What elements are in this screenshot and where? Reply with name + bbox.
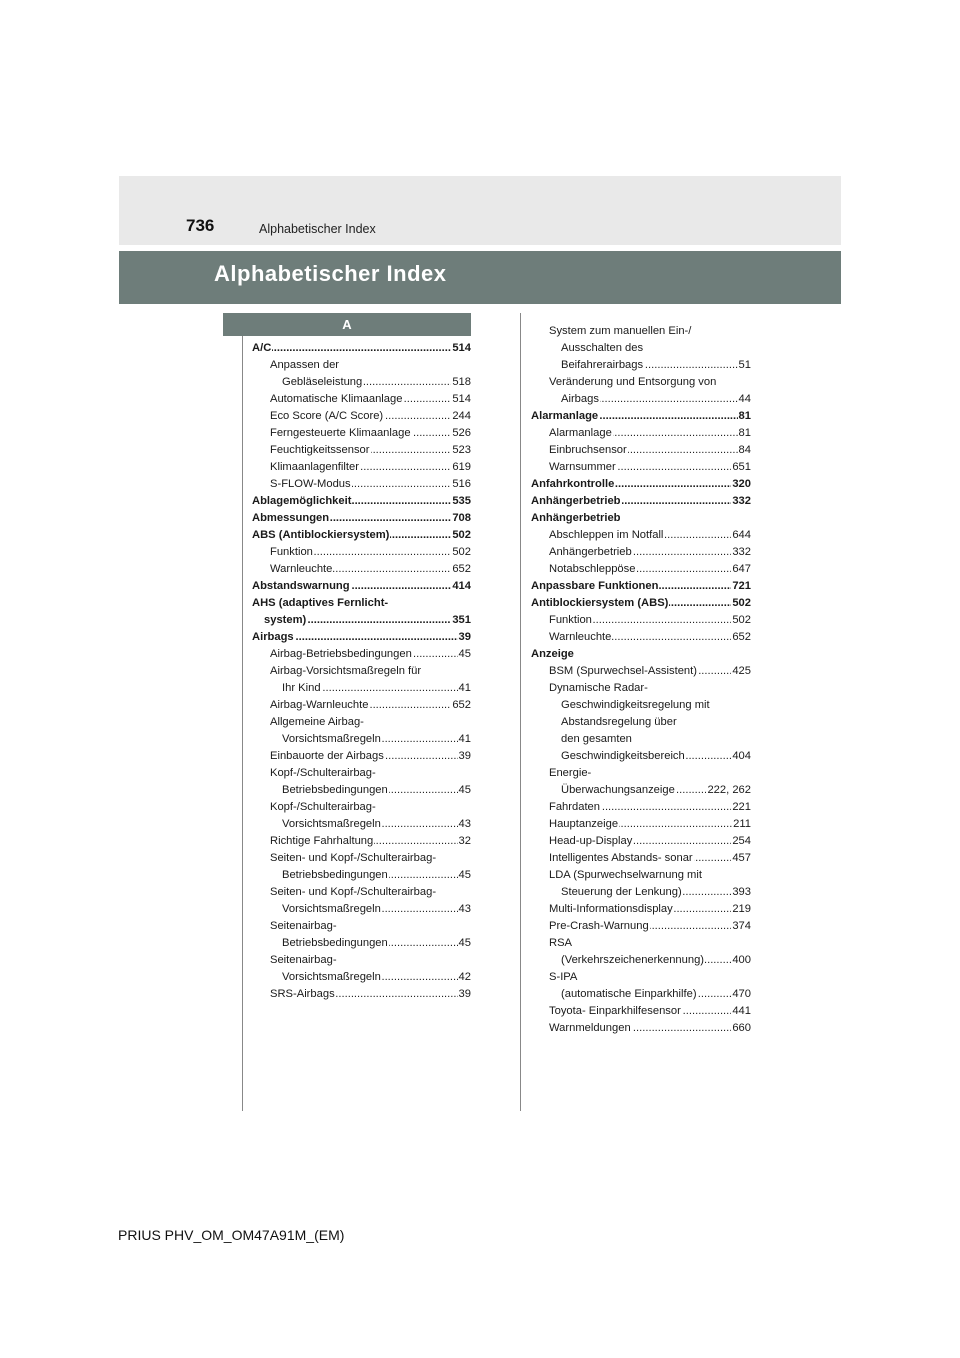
column-divider-left [242,336,243,1111]
index-entry-page: 708 [451,510,471,527]
index-entry-term: Geschwindigkeitsregelung mit [561,699,710,711]
index-entry-page: 351 [451,612,471,629]
index-entry-page: 425 [731,663,751,680]
page-title: Alphabetischer Index [214,261,447,286]
index-entry-line [252,493,471,510]
index-entry-term: Head-up-Display [549,835,633,847]
index-entry-line [282,969,471,986]
index-entry-line [282,816,471,833]
index-entry-page: 221 [731,799,751,816]
index-entry-term: Anhängerbetrieb [531,512,621,524]
index-entry-line [270,833,471,850]
index-entry-page: 81 [738,425,751,442]
index-entry-line [270,663,471,680]
index-entry-line [252,629,471,646]
index-entry-term: Veränderung und Entsorgung von [549,376,717,388]
index-entry-line [270,561,471,578]
index-entry-page: 244 [451,408,471,425]
index-entry-term: Vorsichtsmaßregeln [282,818,381,830]
index-entry-term: Eco Score (A/C Score) [270,410,384,422]
index-entry-line [561,748,751,765]
index-entry-term: Betriebsbedingungen [282,937,388,949]
index-entry-page: 652 [451,561,471,578]
index-entry-page: 39 [458,629,471,646]
index-entry-term: A/C [252,342,272,354]
index-entry-page: 652 [451,697,471,714]
index-entry-term: Seiten- und Kopf-/Schulterairbag- [270,852,437,864]
index-entry-line [549,663,751,680]
index-entry-term: Toyota- Einparkhilfesensor [549,1005,681,1017]
index-entry-line [561,357,751,374]
index-entry-term: Abschleppen im Notfall [549,529,664,541]
index-entry-term: Airbag-Betriebsbedingungen [270,648,412,660]
index-entry-page: 45 [458,782,471,799]
index-entry-term: Airbags [252,631,294,643]
index-entry-page: 219 [731,901,751,918]
index-entry-line [270,391,471,408]
index-entry-page: 404 [731,748,751,765]
index-entry-line [252,340,471,357]
index-entry-page: 39 [458,748,471,765]
index-entry-term: Seitenairbag- [270,954,337,966]
index-entry-term: Abstandsregelung über [561,716,677,728]
index-entry-line [549,680,751,697]
index-entry-line [531,510,751,527]
index-entry-page: 320 [731,476,751,493]
index-entry-term: Fahrdaten [549,801,600,813]
index-entry-line [270,357,471,374]
index-entry-term: Airbag-Vorsichtsmaßregeln für [270,665,422,677]
index-entry-term: Airbag-Warnleuchte [270,699,369,711]
index-entry-term: Feuchtigkeitssensor [270,444,370,456]
index-entry-line [549,918,751,935]
index-entry-term: (Verkehrszeichenerkennung) [561,954,705,966]
index-entry-line [282,901,471,918]
index-entry-line [270,442,471,459]
index-entry-line [549,544,751,561]
index-entry-page: 652 [731,629,751,646]
index-entry-line [549,850,751,867]
index-entry-page: 441 [731,1003,751,1020]
index-entry-term: Hauptanzeige [549,818,619,830]
index-entry-term: Funktion [549,614,592,626]
index-entry-line [270,765,471,782]
index-entry-term: Dynamische Radar- [549,682,648,694]
index-entry-line [549,612,751,629]
index-entry-line [549,1020,751,1037]
index-entry-term: Betriebsbedingungen [282,784,388,796]
index-entry-line [270,697,471,714]
index-entry-page: 470 [731,986,751,1003]
index-entry-line [282,731,471,748]
index-entry-page: 514 [451,340,471,357]
index-entry-line [561,391,751,408]
index-entry-term: Alarmanlage [531,410,599,422]
index-entry-page: 254 [731,833,751,850]
index-entry-line [270,748,471,765]
title-band [119,251,841,304]
index-entry-term: Ihr Kind [282,682,321,694]
index-entry-line [531,595,751,612]
index-entry-page: 42 [458,969,471,986]
index-entry-term: Alarmanlage [549,427,612,439]
index-entry-line [270,986,471,1003]
index-entry-line [549,935,751,952]
index-entry-term: (automatische Einparkhilfe) [561,988,697,1000]
index-entry-line [549,459,751,476]
index-entry-page: 518 [451,374,471,391]
index-entry-term: system) [264,614,307,626]
index-entry-term: Pre-Crash-Warnung [549,920,649,932]
index-entry-term: AHS (adaptives Fernlicht- [252,597,389,609]
index-entry-line [549,969,751,986]
index-entry-line [282,374,471,391]
index-entry-term: Beifahrerairbags [561,359,644,371]
index-entry-term: Überwachungsanzeige [561,784,675,796]
footer-doc-code: PRIUS PHV_OM_OM47A91M_(EM) [118,1227,345,1243]
index-entry-term: Ferngesteuerte Klimaanlage [270,427,411,439]
index-entry-term: Geschwindigkeitsbereich [561,750,685,762]
index-entry-line [549,799,751,816]
index-entry-line [252,527,471,544]
index-entry-term: S-IPA [549,971,578,983]
index-entry-line [561,884,751,901]
index-entry-line [561,714,751,731]
index-entry-page: 39 [458,986,471,1003]
index-entry-line [549,629,751,646]
index-entry-term: Intelligentes Abstands- sonar [549,852,693,864]
index-entry-line [270,884,471,901]
index-entry-term: Airbags [561,393,599,405]
index-entry-page: 32 [458,833,471,850]
index-entry-term: Anpassen der [270,359,340,371]
index-entry-line [270,799,471,816]
index-entry-term: SRS-Airbags [270,988,335,1000]
index-entry-line [270,544,471,561]
index-entry-term: Vorsichtsmaßregeln [282,903,381,915]
index-entry-line [252,510,471,527]
index-entry-page: 502 [731,595,751,612]
index-entry-line [561,340,751,357]
index-entry-line [282,680,471,697]
index-entry-term: Abstandswarnung [252,580,350,592]
index-entry-term: Kopf-/Schulterairbag- [270,767,376,779]
index-entry-page: 651 [731,459,751,476]
index-entry-page: 414 [451,578,471,595]
index-entry-line [549,833,751,850]
index-entry-term: ABS (Antiblockiersystem) [252,529,390,541]
index-entry-line [561,731,751,748]
index-entry-term: Multi-Informationsdisplay [549,903,673,915]
index-entry-term: S-FLOW-Modus [270,478,351,490]
index-entry-term: Anhängerbetrieb [549,546,632,558]
index-entry-term: Anpassbare Funktionen [531,580,659,592]
index-entry-line [282,782,471,799]
index-entry-term: Anhängerbetrieb [531,495,621,507]
index-entry-line [561,697,751,714]
index-entry-line [264,612,471,629]
column-divider-middle [520,313,521,1111]
index-entry-page: 502 [451,544,471,561]
index-entry-line [270,952,471,969]
index-entry-line [549,765,751,782]
index-entry-line [270,850,471,867]
index-entry-line [531,646,751,663]
index-entry-page: 523 [451,442,471,459]
index-entry-line [549,561,751,578]
index-entry-page: 502 [731,612,751,629]
index-entry-term: Warnmeldungen [549,1022,631,1034]
index-entry-term: Kopf-/Schulterairbag- [270,801,376,813]
index-entry-line [549,867,751,884]
index-entry-line [282,867,471,884]
index-entry-page: 535 [451,493,471,510]
index-entry-line [549,442,751,459]
index-entry-term: Energie- [549,767,592,779]
index-entry-page: 374 [731,918,751,935]
index-entry-line [549,901,751,918]
index-entry-term: BSM (Spurwechsel-Assistent) [549,665,697,677]
index-entry-term: LDA (Spurwechselwarnung mit [549,869,702,881]
index-entry-page: 43 [458,816,471,833]
index-entry-line [270,425,471,442]
index-entry-page: 644 [731,527,751,544]
header-band [119,176,841,245]
index-entry-term: Seiten- und Kopf-/Schulterairbag- [270,886,437,898]
index-entry-line [549,374,751,391]
index-entry-line [270,646,471,663]
index-entry-line [270,476,471,493]
index-entry-page: 332 [731,493,751,510]
index-entry-line [282,935,471,952]
index-entry-page: 393 [731,884,751,901]
index-entry-page: 81 [738,408,751,425]
index-entry-page: 514 [451,391,471,408]
index-entry-page: 43 [458,901,471,918]
index-entry-line [561,782,751,799]
header-section-title: Alphabetischer Index [259,222,376,236]
index-column-right [531,323,751,1037]
index-entry-line [252,578,471,595]
index-entry-term: RSA [549,937,573,949]
index-entry-page: 660 [731,1020,751,1037]
index-entry-term: Warnleuchte [270,563,333,575]
index-entry-term: Seitenairbag- [270,920,337,932]
index-entry-term: Ausschalten des [561,342,644,354]
index-entry-page: 647 [731,561,751,578]
index-entry-page: 45 [458,867,471,884]
index-entry-term: Vorsichtsmaßregeln [282,971,381,983]
index-entry-page: 457 [731,850,751,867]
index-entry-term: den gesamten [561,733,632,745]
index-entry-line [549,425,751,442]
index-entry-term: Allgemeine Airbag- [270,716,364,728]
index-entry-page: 51 [738,357,751,374]
index-entry-page: 502 [451,527,471,544]
index-entry-page: 44 [738,391,751,408]
index-entry-page: 400 [731,952,751,969]
index-entry-term: Einbauorte der Airbags [270,750,384,762]
index-entry-term: Anzeige [531,648,574,660]
index-entry-term: Warnleuchte [549,631,612,643]
index-entry-term: System zum manuellen Ein-/ [549,325,692,337]
index-entry-term: Ablagemöglichkeit [252,495,352,507]
index-column-left [252,340,471,1003]
index-entry-term: Einbruchsensor [549,444,627,456]
index-entry-term: Anfahrkontrolle [531,478,615,490]
index-entry-line [270,408,471,425]
index-entry-page: 45 [458,646,471,663]
index-entry-line [270,918,471,935]
page-number: 736 [186,216,215,235]
index-entry-page: 45 [458,935,471,952]
index-entry-page: 41 [458,731,471,748]
index-entry-term: Steuerung der Lenkung) [561,886,682,898]
index-entry-line [549,816,751,833]
index-entry-term: Automatische Klimaanlage [270,393,403,405]
index-entry-page: 222, 262 [706,782,751,799]
index-entry-term: Notabschleppöse [549,563,636,575]
index-entry-page: 332 [731,544,751,561]
index-entry-term: Funktion [270,546,313,558]
index-entry-line [561,952,751,969]
index-entry-page: 516 [451,476,471,493]
index-entry-line [531,408,751,425]
index-entry-line [531,476,751,493]
index-letter-heading: A [223,313,471,336]
index-entry-term: Warnsummer [549,461,616,473]
index-entry-line [549,323,751,340]
index-entry-term: Klimaanlagenfilter [270,461,359,473]
index-entry-line [531,493,751,510]
index-entry-page: 526 [451,425,471,442]
index-entry-line [561,986,751,1003]
index-entry-page: 721 [731,578,751,595]
index-entry-term: Abmessungen [252,512,330,524]
index-entry-line [549,1003,751,1020]
index-entry-line [531,578,751,595]
index-entry-line [270,459,471,476]
index-entry-line [252,595,471,612]
index-entry-page: 619 [451,459,471,476]
index-entry-term: Richtige Fahrhaltung [270,835,374,847]
index-entry-page: 84 [738,442,751,459]
index-entry-term: Betriebsbedingungen [282,869,388,881]
index-entry-term: Vorsichtsmaßregeln [282,733,381,745]
index-entry-term: Gebläseleistung [282,376,363,388]
index-entry-term: Antiblockiersystem (ABS) [531,597,669,609]
index-entry-line [549,527,751,544]
index-entry-page: 211 [732,816,751,833]
index-entry-page: 41 [458,680,471,697]
index-entry-line [270,714,471,731]
